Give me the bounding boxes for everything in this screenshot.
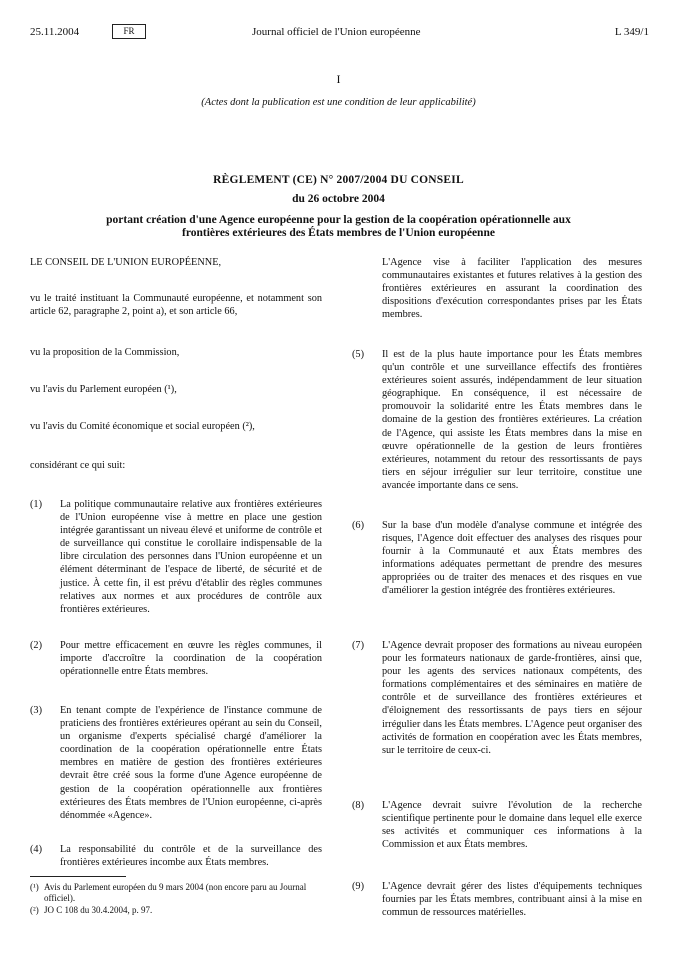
recital-number: (2) xyxy=(30,640,43,651)
recital-number: (6) xyxy=(352,520,365,531)
preamble-council: LE CONSEIL DE L'UNION EUROPÉENNE, xyxy=(30,257,222,268)
section-roman-numeral: I xyxy=(336,72,341,86)
language-badge: FR xyxy=(112,24,146,39)
preamble-esc: vu l'avis du Comité économique et social européen (²), xyxy=(30,421,255,432)
regulation-subject-line: portant création d'une Agence européenne pour la gestion de la coopération opérationnelle aux xyxy=(106,214,571,226)
preamble-treaty: vu le traité instituant la Communauté européenne, et notamment son article 62, paragraphe 2, point a), et son article 66, xyxy=(30,293,322,318)
recital-number: (7) xyxy=(352,640,365,651)
footnote-divider xyxy=(30,876,126,877)
recital-number: (3) xyxy=(30,705,43,716)
preamble-proposal: vu la proposition de la Commission, xyxy=(30,347,180,358)
recital-text: Pour mettre efficacement en œuvre les règles communes, il importe d'accroître la coordination de la coopération opérationnelle entre États membres. xyxy=(60,640,322,678)
recital-text: En tenant compte de l'expérience de l'instance commune de praticiens des frontières extérieures opérant au sein du Conseil, un organisme d'experts spécialisé chargé d'améliorer la coordination de la coopération opérationnelle entre États membres en matière de gestion des frontières extérieures devrait être créé sous la forme d'une Agence européenne de gestion de la coopération opérationnelle aux frontières extérieures des États membres de l'Union européenne, ci-après dénommée «Agence». xyxy=(60,705,322,821)
footnote-text: Avis du Parlement européen du 9 mars 2004 (non encore paru au Journal officiel). xyxy=(44,882,307,903)
recital-text: La responsabilité du contrôle et de la surveillance des frontières extérieures incombe aux États membres. xyxy=(60,844,322,869)
regulation-date: du 26 octobre 2004 xyxy=(292,193,385,205)
right-intro: L'Agence vise à faciliter l'application des mesures communautaires existantes et futures relatives à la gestion des frontières extérieures en assurant la coordination des dispositions d'exécution correspondantes prises par les États membres. xyxy=(382,257,642,321)
recital-text: La politique communautaire relative aux frontières extérieures de l'Union européenne vise à mettre en place une gestion intégrée garantissant un niveau élevé et uniforme de contrôle et de surveillance qui constitue le corollaire indispensable de la libre circulation des personnes dans l'Union européenne et un élément déterminant de l'espace de liberté, de sécurité et de justice. À cette fin, il est prévu d'établir des règles communes relatives aux normes et aux procédures de contrôle aux frontières extérieures. xyxy=(60,499,322,615)
recital-text: Il est de la plus haute importance pour les États membres qu'un contrôle et une surveillance effectifs des frontières extérieures soient assurés, indépendamment de leur situation géographique. En conséquence, il est nécessaire de promouvoir la solidarité entre les États membres dans le domaine de la gestion des frontières extérieures. La création de l'Agence, qui assiste les États membres dans la mise en œuvre opérationnelle de la gestion de leurs frontières extérieures, notamment du retour des ressortissants de pays tiers en séjour irrégulier sur leur territoire, constitue une avancée importante dans ce sens. xyxy=(382,349,642,491)
page-reference: L 349/1 xyxy=(614,26,649,38)
page-header xyxy=(0,24,677,42)
regulation-subject-line: frontières extérieures des États membres de l'Union européenne xyxy=(182,227,495,239)
preamble-parliament: vu l'avis du Parlement européen (¹), xyxy=(30,384,177,395)
recital-text: L'Agence devrait suivre l'évolution de la recherche scientifique pertinente pour le domaine dans lequel elle exerce ses activités et communiquer ces informations à la Commission et aux États membres. xyxy=(382,800,642,851)
recital-number: (4) xyxy=(30,844,43,855)
recital-text: L'Agence devrait proposer des formations au niveau européen pour les formateurs nationaux de garde-frontières, ainsi que, pour les agents des services nationaux compétents, des formations complémentaires et des séminaires en matière de contrôle et de surveillance des frontières extérieures et d'éloignement des ressortissants de pays tiers en séjour irrégulier dans les États membres. L'Agence peut organiser des activités de formation en coopération avec les États membres, sur le territoire de ceux-ci. xyxy=(382,640,642,756)
preamble-considering: considérant ce qui suit: xyxy=(30,460,126,471)
regulation-subject xyxy=(30,214,647,240)
recital-number: (8) xyxy=(352,800,365,811)
recital-text: L'Agence devrait gérer des listes d'équipements techniques fournies par les États membres, contribuant ainsi à la mise en commun de ressources matérielles. xyxy=(382,881,642,919)
recital-number: (9) xyxy=(352,881,365,892)
regulation-title: RÈGLEMENT (CE) N° 2007/2004 DU CONSEIL xyxy=(213,174,464,186)
recital-number: (5) xyxy=(352,349,365,360)
footnote-text: JO C 108 du 30.4.2004, p. 97. xyxy=(44,905,153,915)
journal-title: Journal officiel de l'Union européenne xyxy=(252,26,421,38)
footnote-number: (²) xyxy=(30,905,39,915)
recital-text: Sur la base d'un modèle d'analyse commune et intégrée des risques, l'Agence doit effectuer des analyses des risques pour fournir à la Communauté et aux États membres des informations adéquates permettant de prendre des mesures appropriées ou de traiter des menaces et des risques en vue d'améliorer la gestion intégrée des frontières extérieures. xyxy=(382,520,642,597)
footnote-number: (¹) xyxy=(30,882,39,892)
publication-date: 25.11.2004 xyxy=(30,26,80,38)
section-note: (Actes dont la publication est une condition de leur applicabilité) xyxy=(201,97,476,108)
recital-number: (1) xyxy=(30,499,43,510)
